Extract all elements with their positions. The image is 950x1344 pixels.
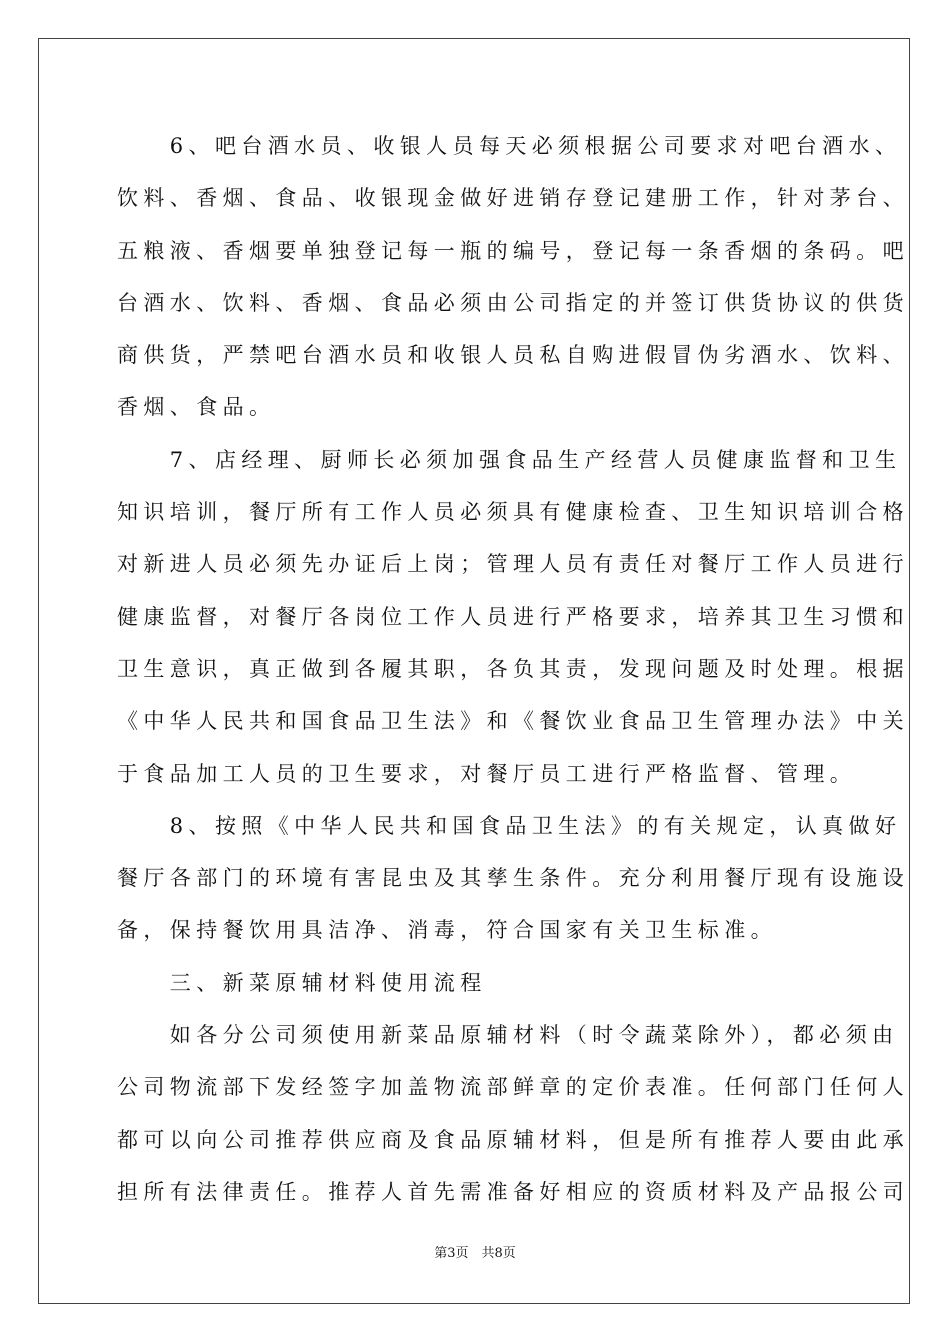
document-body	[117, 120, 909, 1218]
text-line: 备，保持餐饮用具洁净、消毒，符合国家有关卫生标准。	[117, 918, 777, 943]
text-line: 公司物流部下发经签字加盖物流部鲜章的定价表准。任何部门任何人	[117, 1075, 909, 1100]
text-line: 五粮液、香烟要单独登记每一瓶的编号，登记每一条香烟的条码。吧	[117, 238, 909, 263]
text-line: 台酒水、饮料、香烟、食品必须由公司指定的并签订供货协议的供货	[117, 290, 909, 315]
text-line: 饮料、香烟、食品、收银现金做好进销存登记建册工作，针对茅台、	[117, 186, 909, 211]
text-line: 商供货，严禁吧台酒水员和收银人员私自购进假冒伪劣酒水、饮料、	[117, 343, 909, 368]
text-line: 健康监督，对餐厅各岗位工作人员进行严格要求，培养其卫生习惯和	[117, 604, 909, 629]
text-line: 于食品加工人员的卫生要求，对餐厅员工进行严格监督、管理。	[117, 761, 857, 786]
text-line: 8、按照《中华人民共和国食品卫生法》的有关规定，认真做好	[117, 813, 902, 838]
text-line: 知识培训，餐厅所有工作人员必须具有健康检查、卫生知识培训合格	[117, 500, 909, 525]
text-line: 卫生意识，真正做到各履其职，各负其责，发现问题及时处理。根据	[117, 656, 909, 681]
section-heading: 三、新菜原辅材料使用流程	[117, 970, 487, 995]
text-line: 餐厅各部门的环境有害昆虫及其孳生条件。充分利用餐厅现有设施设	[117, 866, 909, 891]
text-line: 担所有法律责任。推荐人首先需准备好相应的资质材料及产品报公司	[117, 1179, 909, 1204]
text-line: 7、店经理、厨师长必须加强食品生产经营人员健康监督和卫生	[117, 447, 902, 472]
text-line: 香烟、食品。	[117, 395, 276, 420]
text-line: 如各分公司须使用新菜品原辅材料（时令蔬菜除外），都必须由	[117, 1023, 899, 1048]
text-line: 《中华人民共和国食品卫生法》和《餐饮业食品卫生管理办法》中关	[117, 709, 909, 734]
text-line: 对新进人员必须先办证后上岗；管理人员有责任对餐厅工作人员进行	[117, 552, 909, 577]
text-line: 都可以向公司推荐供应商及食品原辅材料，但是所有推荐人要由此承	[117, 1127, 909, 1152]
text-line: 6、吧台酒水员、收银人员每天必须根据公司要求对吧台酒水、	[117, 134, 902, 158]
page-number-footer	[0, 1244, 950, 1264]
page-number-label: 第3页 共8页	[434, 1246, 516, 1261]
